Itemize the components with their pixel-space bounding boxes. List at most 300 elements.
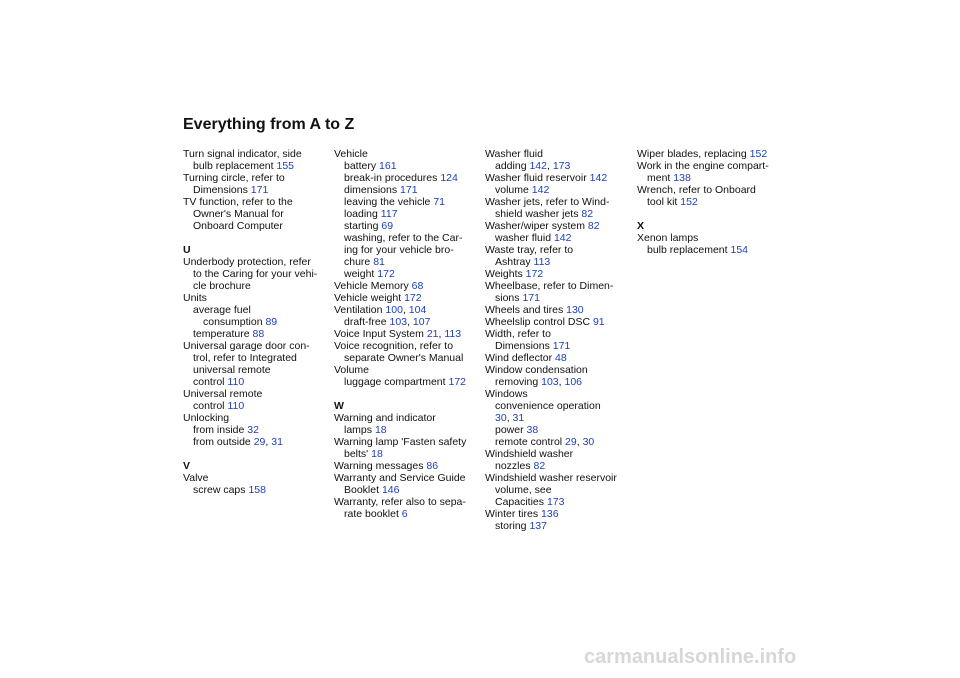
page-link[interactable]: 18 <box>371 448 383 460</box>
entry-term: Warranty, refer also to sepa- <box>334 496 466 508</box>
entry-text <box>183 268 329 280</box>
page-link[interactable]: 48 <box>555 352 567 364</box>
index-entry <box>485 304 631 316</box>
page-link[interactable]: 113 <box>533 256 551 268</box>
page-link[interactable]: 158 <box>248 484 266 496</box>
entry-term: consumption <box>203 316 263 328</box>
page-link[interactable]: 152 <box>680 196 698 208</box>
entry-term: break-in procedures <box>344 172 438 184</box>
index-entry <box>485 220 631 232</box>
index-entry <box>334 148 480 160</box>
entry-term: battery <box>344 160 377 172</box>
index-column-3 <box>485 148 631 532</box>
entry-text <box>334 364 480 376</box>
entry-term: volume <box>495 184 529 196</box>
page-link[interactable]: 6 <box>401 508 408 520</box>
entry-term: Onboard Computer <box>193 220 283 232</box>
page-link[interactable]: 171 <box>552 340 571 352</box>
page-link[interactable]: 154 <box>730 244 749 256</box>
entry-term: loading <box>344 208 378 220</box>
entry-text: draft-free 103, 107 <box>344 316 431 328</box>
entry-text <box>647 244 783 256</box>
entry-term: Dimensions <box>495 340 550 352</box>
entry-text <box>183 208 329 220</box>
index-entry <box>183 256 329 292</box>
page-link[interactable]: 91 <box>592 316 605 328</box>
entry-text <box>193 316 329 328</box>
section-gap <box>637 208 783 220</box>
entry-text <box>485 484 631 496</box>
entry-text <box>637 172 783 184</box>
page-link[interactable]: 82 <box>581 208 594 220</box>
entry-text <box>485 148 631 160</box>
index-entry <box>334 292 480 304</box>
entry-term: Capacities <box>495 496 545 508</box>
index-entry <box>334 472 480 496</box>
index-entry <box>334 412 480 436</box>
index-entry <box>485 448 631 472</box>
entry-text <box>344 376 480 388</box>
index-entry <box>183 292 329 304</box>
index-subentry <box>334 208 480 220</box>
entry-term: volume, see <box>495 484 552 496</box>
entry-text: from outside 29, 31 <box>193 436 283 448</box>
entry-term: Work in the engine compart- <box>637 160 769 172</box>
entry-term: shield washer jets <box>495 208 579 220</box>
entry-text <box>495 232 631 244</box>
entry-text <box>485 256 631 268</box>
index-entry <box>334 280 480 292</box>
page-link[interactable]: 161 <box>379 160 397 172</box>
index-subentry <box>637 244 783 256</box>
page-link[interactable]: 29 <box>253 436 266 448</box>
index-subentry <box>183 304 329 328</box>
entry-text <box>344 184 480 196</box>
entry-text <box>495 400 631 412</box>
entry-term: Weights <box>485 268 523 280</box>
entry-term: Washer jets, refer to Wind- <box>485 196 610 208</box>
entry-text <box>183 184 329 196</box>
entry-term: draft-free <box>344 316 387 328</box>
entry-text <box>334 436 480 448</box>
page-link[interactable]: 152 <box>749 148 768 160</box>
index-subentry <box>334 316 480 328</box>
page-link[interactable]: 89 <box>265 316 278 328</box>
entry-text <box>485 196 631 208</box>
page-link[interactable]: 137 <box>529 520 547 532</box>
entry-text <box>334 292 480 304</box>
page-link[interactable]: 69 <box>381 220 394 232</box>
index-entry <box>334 364 480 376</box>
entry-term: leaving the vehicle <box>344 196 431 208</box>
index-subentry <box>334 184 480 196</box>
entry-text <box>193 424 329 436</box>
entry-text <box>485 304 631 316</box>
index-entry <box>183 412 329 424</box>
index-entry <box>637 148 783 160</box>
index-entry <box>485 388 631 400</box>
entry-text <box>344 244 480 256</box>
index-entry <box>183 340 329 388</box>
entry-term: Vehicle <box>334 148 368 160</box>
page-link[interactable]: 142 <box>531 184 550 196</box>
entry-text <box>485 316 631 328</box>
index-entry <box>183 148 329 172</box>
entry-text: Voice Input System 21, 113 <box>334 328 462 340</box>
entry-text <box>485 268 631 280</box>
entry-term: lamps <box>344 424 373 436</box>
section-gap <box>183 232 329 244</box>
entry-text <box>334 148 480 160</box>
page-link[interactable]: 117 <box>380 208 398 220</box>
entry-term: Turn signal indicator, side <box>183 148 302 160</box>
entry-term: Windshield washer reservoir <box>485 472 617 484</box>
entry-text <box>637 196 783 208</box>
entry-term: to the Caring for your vehi- <box>193 268 318 280</box>
index-subentry <box>485 160 631 172</box>
entry-term: belts' <box>344 448 369 460</box>
entry-term: universal remote <box>193 364 271 376</box>
page-link[interactable]: 138 <box>673 172 691 184</box>
entry-term: bulb replacement <box>647 244 728 256</box>
entry-term: Width, refer to <box>485 328 551 340</box>
entry-term: ment <box>647 172 671 184</box>
entry-term: Window condensation <box>485 364 588 376</box>
entry-term: Washer fluid reservoir <box>485 172 587 184</box>
page-link[interactable]: 82 <box>533 460 546 472</box>
entry-text <box>183 352 329 364</box>
page-link[interactable]: 173 <box>552 160 571 172</box>
section-letter: U <box>183 244 191 256</box>
section-gap <box>183 448 329 460</box>
page-link[interactable]: 172 <box>404 292 422 304</box>
entry-text <box>193 484 329 496</box>
index-entry <box>637 184 783 208</box>
index-subentry <box>334 220 480 232</box>
entry-text <box>344 196 480 208</box>
index-subentry <box>485 400 631 412</box>
index-subentry <box>183 424 329 436</box>
page-link[interactable]: 104 <box>408 304 427 316</box>
entry-term: Unlocking <box>183 412 230 424</box>
entry-term: rate booklet <box>344 508 399 520</box>
entry-term: Wrench, refer to Onboard <box>637 184 756 196</box>
entry-term: Wheelbase, refer to Dimen- <box>485 280 614 292</box>
entry-term: Voice Input System <box>334 328 424 340</box>
entry-term: Warning messages <box>334 460 424 472</box>
page-link[interactable]: 68 <box>411 280 424 292</box>
entry-text <box>485 388 631 400</box>
page-link[interactable]: 31 <box>271 436 283 448</box>
entry-term: Warning and indicator <box>334 412 436 424</box>
page-link[interactable]: 71 <box>433 196 445 208</box>
page-link[interactable]: 142 <box>553 232 572 244</box>
entry-text <box>183 148 329 160</box>
entry-term: control <box>193 376 225 388</box>
index-entry <box>334 340 480 364</box>
index-entry <box>183 196 329 232</box>
entry-text <box>334 472 480 484</box>
index-entry <box>485 364 631 388</box>
page-title: Everything from A to Z <box>183 116 355 133</box>
entry-text <box>637 160 783 172</box>
index-entry <box>485 508 631 520</box>
entry-term: starting <box>344 220 379 232</box>
page-link[interactable]: 172 <box>525 268 544 280</box>
index-subentry <box>334 160 480 172</box>
entry-text <box>334 352 480 364</box>
index-entry <box>485 280 631 304</box>
entry-term: average fuel <box>193 304 251 316</box>
entry-term: cle brochure <box>193 280 251 292</box>
entry-term: Windshield washer <box>485 448 574 460</box>
entry-text <box>183 292 329 304</box>
index-entry <box>637 232 783 244</box>
entry-term: dimensions <box>344 184 398 196</box>
index-entry <box>485 148 631 160</box>
entry-term: Universal garage door con- <box>183 340 310 352</box>
entry-text <box>334 280 480 292</box>
section-letter: X <box>637 220 645 232</box>
index-subentry <box>334 232 480 268</box>
entry-text <box>485 352 631 364</box>
entry-text <box>637 184 783 196</box>
page-link[interactable]: 110 <box>227 376 245 388</box>
page-link[interactable]: 130 <box>566 304 584 316</box>
entry-text <box>334 448 480 460</box>
index-entry <box>637 160 783 184</box>
index-subentry <box>485 520 631 532</box>
entry-term: washing, refer to the Car- <box>344 232 463 244</box>
entry-term: bulb replacement <box>193 160 274 172</box>
entry-text <box>183 472 329 484</box>
entry-text <box>485 508 631 520</box>
entry-text <box>193 328 329 340</box>
page-link[interactable]: 38 <box>526 424 539 436</box>
page-link[interactable]: 171 <box>400 184 418 196</box>
entry-term: Winter tires <box>485 508 539 520</box>
index-entry <box>485 244 631 268</box>
page-link[interactable]: 124 <box>440 172 458 184</box>
entry-term: nozzles <box>495 460 531 472</box>
index-subentry <box>485 424 631 436</box>
entry-text <box>183 340 329 352</box>
page-link[interactable]: 103 <box>389 316 408 328</box>
entry-term: Booklet <box>344 484 380 496</box>
entry-term: storing <box>495 520 527 532</box>
entry-text <box>485 460 631 472</box>
index-entry <box>334 304 480 316</box>
entry-term: tool kit <box>647 196 678 208</box>
index-subentry <box>334 376 480 388</box>
page-link[interactable]: 155 <box>276 160 295 172</box>
index-subentry <box>485 412 631 424</box>
index-subentry <box>183 484 329 496</box>
entry-term: Underbody protection, refer <box>183 256 311 268</box>
index-subentry <box>183 436 329 448</box>
page-link[interactable]: 173 <box>546 496 565 508</box>
index-subentry <box>485 436 631 448</box>
entry-term: Ventilation <box>334 304 383 316</box>
page-link[interactable]: 172 <box>448 376 467 388</box>
entry-text <box>183 256 329 268</box>
entry-text <box>344 232 480 244</box>
page-link[interactable]: 30 <box>582 436 595 448</box>
entry-text <box>495 424 631 436</box>
page-link[interactable]: 88 <box>252 328 265 340</box>
entry-text: remote control 29, 30 <box>495 436 595 448</box>
entry-term: Vehicle Memory <box>334 280 409 292</box>
entry-text: adding 142, 173 <box>495 160 571 172</box>
entry-term: Washer/wiper system <box>485 220 585 232</box>
entry-text <box>485 172 631 184</box>
entry-text <box>334 508 480 520</box>
entry-text <box>183 196 329 208</box>
page-link[interactable]: 171 <box>522 292 540 304</box>
entry-term: Vehicle weight <box>334 292 402 304</box>
entry-term: Warranty and Service Guide <box>334 472 466 484</box>
page-link[interactable]: 30 <box>495 412 507 424</box>
entry-text <box>485 472 631 484</box>
entry-text <box>485 220 631 232</box>
index-column-1 <box>183 148 329 496</box>
entry-term: Owner's Manual for <box>193 208 284 220</box>
index-entry <box>485 328 631 352</box>
entry-text <box>334 340 480 352</box>
entry-text <box>183 364 329 376</box>
page-link[interactable]: 31 <box>512 412 525 424</box>
entry-term: TV function, refer to the <box>183 196 293 208</box>
index-entry <box>183 172 329 196</box>
entry-term: sions <box>495 292 520 304</box>
entry-text <box>334 460 480 472</box>
entry-term: Volume <box>334 364 370 376</box>
entry-term: convenience operation <box>495 400 601 412</box>
page-link[interactable]: 136 <box>541 508 559 520</box>
page-link[interactable]: 32 <box>247 424 259 436</box>
index-column-2 <box>334 148 480 520</box>
entry-text <box>344 208 480 220</box>
entry-term: Voice recognition, refer to <box>334 340 454 352</box>
entry-term: Dimensions <box>193 184 248 196</box>
index-entry <box>485 268 631 280</box>
section-gap <box>334 388 480 400</box>
page-link[interactable]: 100 <box>385 304 403 316</box>
section-letter: W <box>334 400 344 412</box>
section-letter: V <box>183 460 191 472</box>
entry-text <box>485 496 631 508</box>
page-link[interactable]: 103 <box>541 376 559 388</box>
index-subentry <box>183 328 329 340</box>
page-link[interactable]: 171 <box>250 184 269 196</box>
entry-text <box>495 520 631 532</box>
index-entry <box>485 352 631 364</box>
index-subentry <box>334 172 480 184</box>
entry-term: remote control <box>495 436 563 448</box>
entry-term: Windows <box>485 388 528 400</box>
entry-text <box>344 268 480 280</box>
entry-text <box>183 160 329 172</box>
entry-term: Washer fluid <box>485 148 543 160</box>
entry-text <box>193 304 329 316</box>
entry-term: temperature <box>193 328 250 340</box>
page-link[interactable]: 86 <box>426 460 439 472</box>
entry-text <box>183 172 329 184</box>
page-link[interactable]: 81 <box>373 256 385 268</box>
page-link[interactable]: 82 <box>587 220 600 232</box>
entry-text <box>344 160 480 172</box>
entry-text <box>485 280 631 292</box>
index-entry <box>183 388 329 412</box>
entry-text <box>334 496 480 508</box>
entry-text <box>485 244 631 256</box>
entry-text <box>485 208 631 220</box>
index-entry <box>485 196 631 220</box>
index-entry <box>334 436 480 460</box>
page-link[interactable]: 18 <box>374 424 387 436</box>
index-subentry <box>334 196 480 208</box>
entry-text <box>183 376 329 388</box>
page-link[interactable]: 29 <box>565 436 577 448</box>
entry-term: Wiper blades, replacing <box>637 148 747 160</box>
watermark: carmanualsonline.info <box>584 646 797 668</box>
entry-text <box>344 220 480 232</box>
entry-text <box>495 184 631 196</box>
entry-term: Units <box>183 292 207 304</box>
entry-term: trol, refer to Integrated <box>193 352 297 364</box>
page-link[interactable]: 113 <box>444 328 462 340</box>
entry-text <box>183 400 329 412</box>
entry-text: removing 103, 106 <box>495 376 583 388</box>
index-entry <box>485 172 631 184</box>
entry-term: removing <box>495 376 539 388</box>
index-entry <box>485 472 631 508</box>
index-entry <box>334 328 480 340</box>
index-column-4 <box>637 148 783 256</box>
entry-term: Wheels and tires <box>485 304 564 316</box>
entry-text <box>334 484 480 496</box>
entry-text <box>183 388 329 400</box>
entry-term: chure <box>344 256 371 268</box>
index-entry <box>334 496 480 520</box>
page-link[interactable]: 172 <box>377 268 395 280</box>
entry-term: Universal remote <box>183 388 263 400</box>
entry-text: Ventilation 100, 104 <box>334 304 427 316</box>
page-link[interactable]: 106 <box>564 376 583 388</box>
entry-term: Xenon lamps <box>637 232 699 244</box>
entry-term: Waste tray, refer to <box>485 244 574 256</box>
entry-term: Ashtray <box>495 256 531 268</box>
page-link[interactable]: 146 <box>381 484 400 496</box>
entry-text <box>485 292 631 304</box>
page-link[interactable]: 21 <box>426 328 439 340</box>
entry-term: Turning circle, refer to <box>183 172 285 184</box>
entry-text <box>637 148 783 160</box>
entry-term: Wind deflector <box>485 352 553 364</box>
entry-term: from outside <box>193 436 251 448</box>
page-link[interactable]: 107 <box>412 316 431 328</box>
entry-text <box>485 448 631 460</box>
index-entry <box>183 472 329 484</box>
entry-term: separate Owner's Manual <box>344 352 464 364</box>
index-subentry <box>334 268 480 280</box>
entry-text <box>485 340 631 352</box>
page-link[interactable]: 142 <box>529 160 547 172</box>
page-link[interactable]: 142 <box>589 172 608 184</box>
page-link[interactable]: 110 <box>227 400 245 412</box>
entry-text <box>334 412 480 424</box>
entry-term: from inside <box>193 424 245 436</box>
